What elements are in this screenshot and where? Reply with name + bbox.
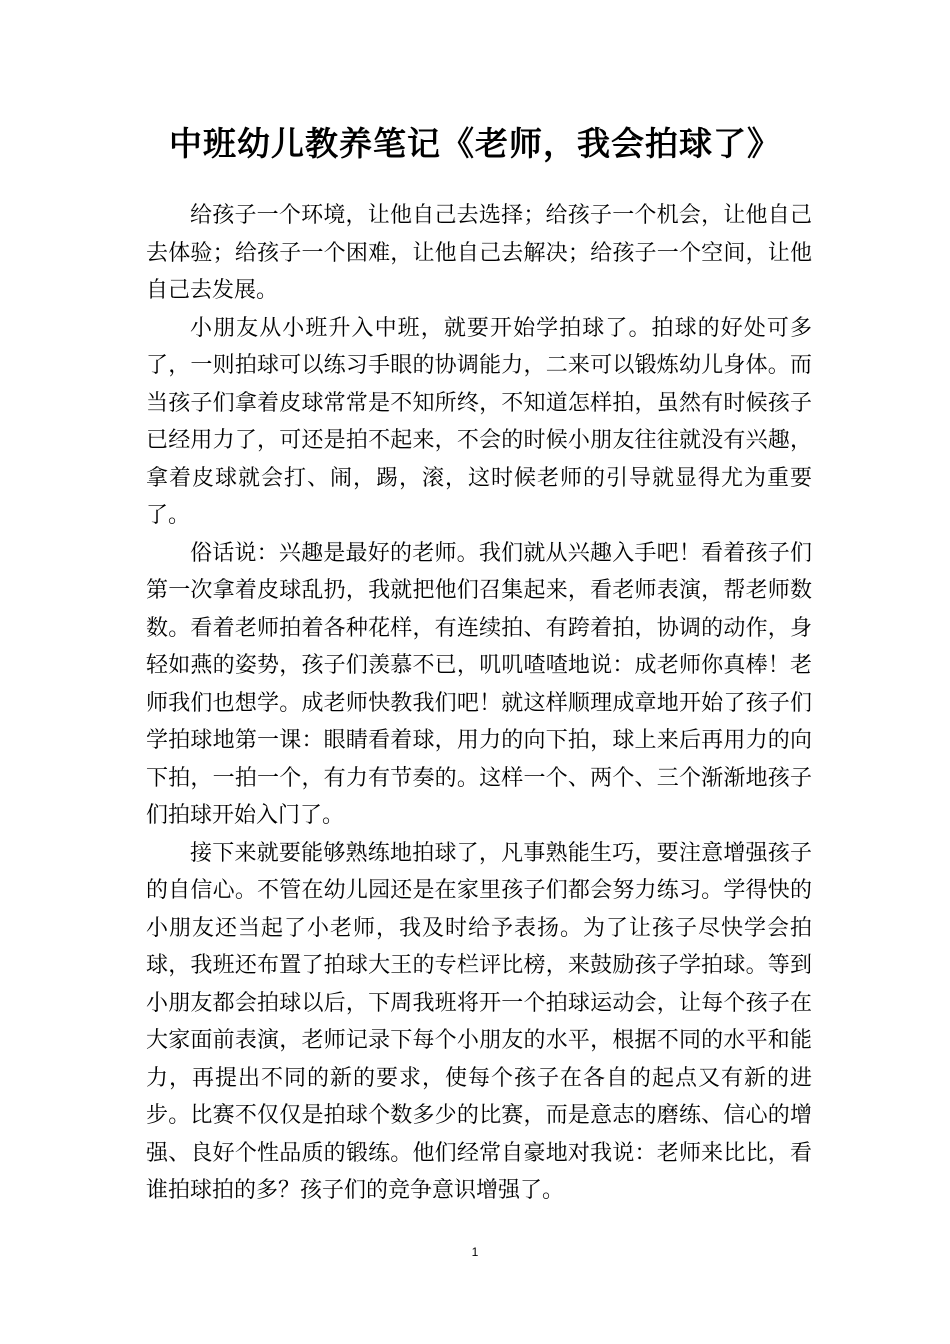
paragraph-1: 给孩子一个环境，让他自己去选择；给孩子一个机会，让他自己去体验；给孩子一个困难，让他自己去解决；给孩子一个空间，让他自己去发展。 [146,203,812,303]
document-title: 中班幼儿教养笔记《老师，我会拍球了》 [169,124,781,163]
paragraph-4: 接下来就要能够熟练地拍球了，凡事熟能生巧，要注意增强孩子的自信心。不管在幼儿园还是在家里孩子们都会努力练习。学得快的小朋友还当起了小老师，我及时给予表扬。为了让孩子尽快学会拍球，我班还布置了拍球大王的专栏评比榜，来鼓励孩子学拍球。等到小朋友都会拍球以后，下周我班将开一个拍球运动会，让每个孩子在大家面前表演，老师记录下每个小朋友的水平，根据不同的水平和能力，再提出不同的新的要求，使每个孩子在各自的起点又有新的进步。比赛不仅仅是拍球个数多少的比赛，而是意志的磨练、信心的增强、良好个性品质的锻练。他们经常自豪地对我说：老师来比比，看谁拍球拍的多？孩子们的竞争意识增强了。 [146,840,812,1203]
paragraph-2: 小朋友从小班升入中班，就要开始学拍球了。拍球的好处可多了，一则拍球可以练习手眼的协调能力，二来可以锻炼幼儿身体。而当孩子们拿着皮球常常是不知所终，不知道怎样拍，虽然有时候孩子已经用力了，可还是拍不起来，不会的时候小朋友往往就没有兴趣，拿着皮球就会打、闹，踢，滚，这时候老师的引导就显得尤为重要了。 [146,315,812,528]
page-number: 1 [471,1245,479,1259]
paragraph-3: 俗话说：兴趣是最好的老师。我们就从兴趣入手吧！看着孩子们第一次拿着皮球乱扔，我就把他们召集起来，看老师表演，帮老师数数。看着老师拍着各种花样，有连续拍、有跨着拍，协调的动作，身轻如燕的姿势，孩子们羡慕不已，叽叽喳喳地说：成老师你真棒！老师我们也想学。成老师快教我们吧！就这样顺理成章地开始了孩子们学拍球地第一课：眼睛看着球，用力的向下拍，球上来后再用力的向下拍，一拍一个，有力有节奏的。这样一个、两个、三个渐渐地孩子们拍球开始入门了。 [146,540,812,828]
document-body [146,197,812,1210]
